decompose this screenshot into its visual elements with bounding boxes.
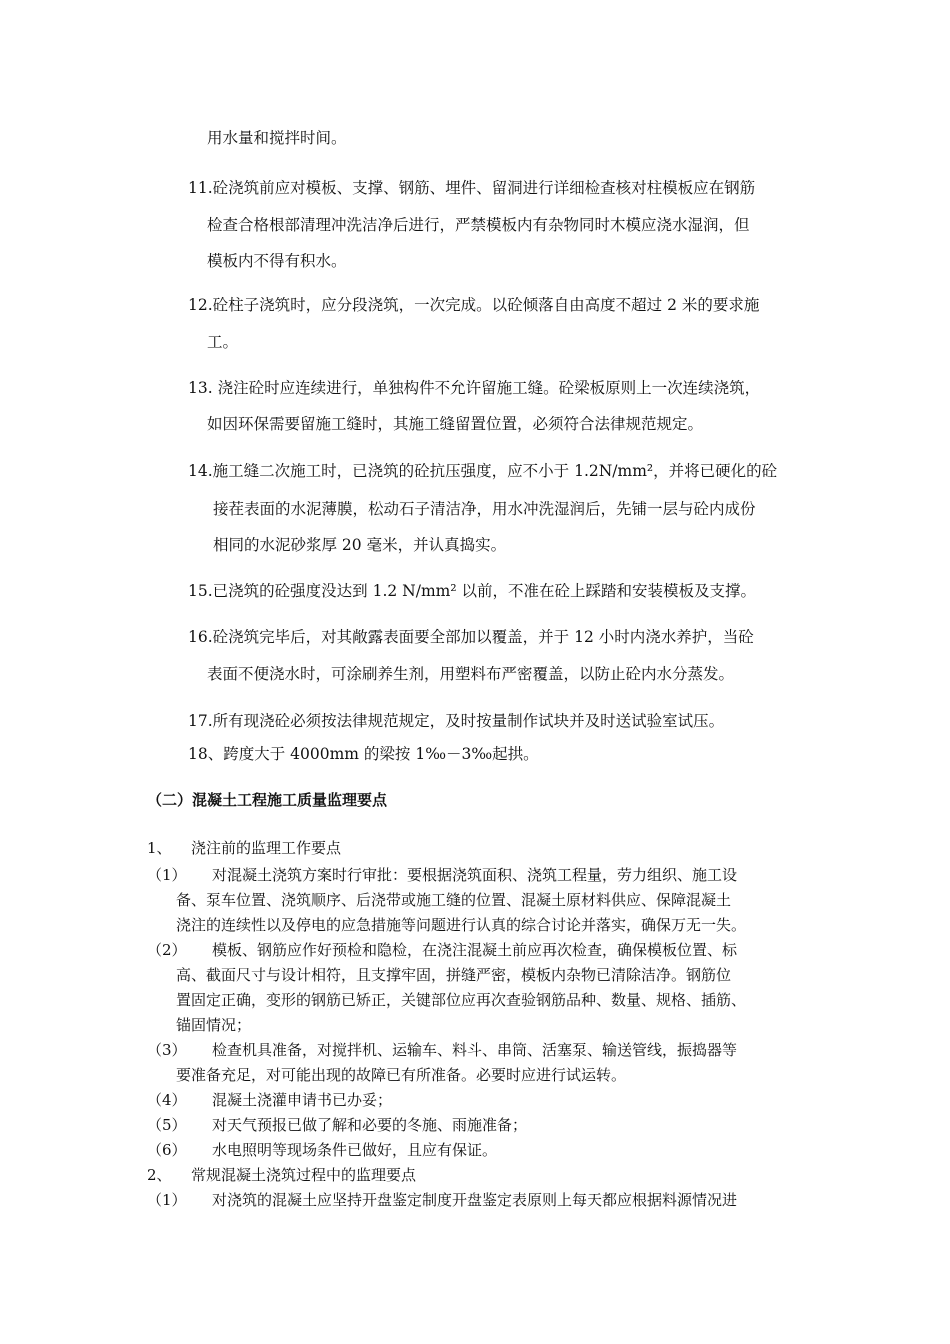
item-12-line2: 工。 <box>207 333 239 351</box>
item-14-line3: 相同的水泥砂浆厚 20 毫米，并认真捣实。 <box>213 536 507 554</box>
b-item-2-line3: 置固定正确，变形的钢筋已矫正，关键部位应再次查验钢筋品种、数量、规格、插筋、 <box>176 991 747 1009</box>
b-item-1-line1: （1） 对混凝土浇筑方案时行审批：要根据浇筑面积、浇筑工程量，劳力组织、施工设 <box>147 866 738 884</box>
b-item-2-line1: （2） 模板、钢筋应作好预检和隐检，在浇注混凝土前应再次检查，确保模板位置、标 <box>147 941 738 959</box>
b-item-3-line1: （3） 检查机具准备，对搅拌机、运输车、料斗、串筒、活塞泵、输送管线，振捣器等 <box>147 1041 738 1059</box>
item-17-line1: 17.所有现浇砼必须按法律规范规定，及时按量制作试块并及时送试验室试压。 <box>188 712 725 730</box>
item-11-line3: 模板内不得有积水。 <box>207 252 347 270</box>
subsection-1-title: 1、 浇注前的监理工作要点 <box>147 839 342 857</box>
b-item-2-line2: 高、截面尺寸与设计相符，且支撑牢固，拼缝严密，模板内杂物已清除洁净。钢筋位 <box>176 966 732 984</box>
section-title: （二）混凝土工程施工质量监理要点 <box>147 791 388 809</box>
item-14-line2: 接茬表面的水泥薄膜，松动石子清洁净，用水冲洗湿润后，先铺一层与砼内成份 <box>213 500 756 518</box>
b-item-1-line2: 备、泵车位置、浇筑顺序、后浇带或施工缝的位置、混凝土原材料供应、保障混凝土 <box>176 891 732 909</box>
item-12-line1: 12.砼柱子浇筑时，应分段浇筑，一次完成。以砼倾落自由高度不超过 2 米的要求施 <box>188 296 760 314</box>
item-15-line1: 15.已浇筑的砼强度没达到 1.2 N/mm² 以前，不准在砼上踩踏和安装模板及支撑。 <box>188 582 756 600</box>
b-item-6-line1: （6） 水电照明等现场条件已做好，且应有保证。 <box>147 1141 498 1159</box>
item-10-continuation: 用水量和搅拌时间。 <box>207 129 347 147</box>
b-item-2-line4: 锚固情况； <box>176 1016 252 1034</box>
c-item-1-line1: （1） 对浇筑的混凝土应坚持开盘鉴定制度开盘鉴定表原则上每天都应根据料源情况进 <box>147 1191 738 1209</box>
item-14-line1: 14.施工缝二次施工时，已浇筑的砼抗压强度，应不小于 1.2N/mm²，并将已硬化的砼 <box>188 462 778 480</box>
item-16-line2: 表面不便浇水时，可涂刷养生剂，用塑料布严密覆盖，以防止砼内水分蒸发。 <box>207 665 735 683</box>
item-13-line2: 如因环保需要留施工缝时，其施工缝留置位置，必须符合法律规范规定。 <box>207 415 704 433</box>
item-11-line2: 检查合格根部清理冲洗洁净后进行，严禁模板内有杂物同时木模应浇水湿润，但 <box>207 216 750 234</box>
item-18-line1: 18、跨度大于 4000mm 的梁按 1‰－3‰起拱。 <box>188 745 539 763</box>
b-item-3-line2: 要准备充足，对可能出现的故障已有所准备。必要时应进行试运转。 <box>176 1066 627 1084</box>
item-11-line1: 11.砼浇筑前应对模板、支撑、钢筋、埋件、留洞进行详细检查核对柱模板应在钢筋 <box>188 179 756 197</box>
item-13-line1: 13. 浇注砼时应连续进行，单独构件不允许留施工缝。砼梁板原则上一次连续浇筑， <box>188 379 761 397</box>
b-item-1-line3: 浇注的连续性以及停电的应急措施等问题进行认真的综合讨论并落实，确保万无一失。 <box>176 916 747 934</box>
b-item-4-line1: （4） 混凝土浇灌申请书已办妥； <box>147 1091 393 1109</box>
item-16-line1: 16.砼浇筑完毕后，对其敞露表面要全部加以覆盖，并于 12 小时内浇水养护，当砼 <box>188 628 754 646</box>
b-item-5-line1: （5） 对天气预报已做了解和必要的冬施、雨施准备； <box>147 1116 528 1134</box>
subsection-2-title: 2、 常规混凝土浇筑过程中的监理要点 <box>147 1166 417 1184</box>
